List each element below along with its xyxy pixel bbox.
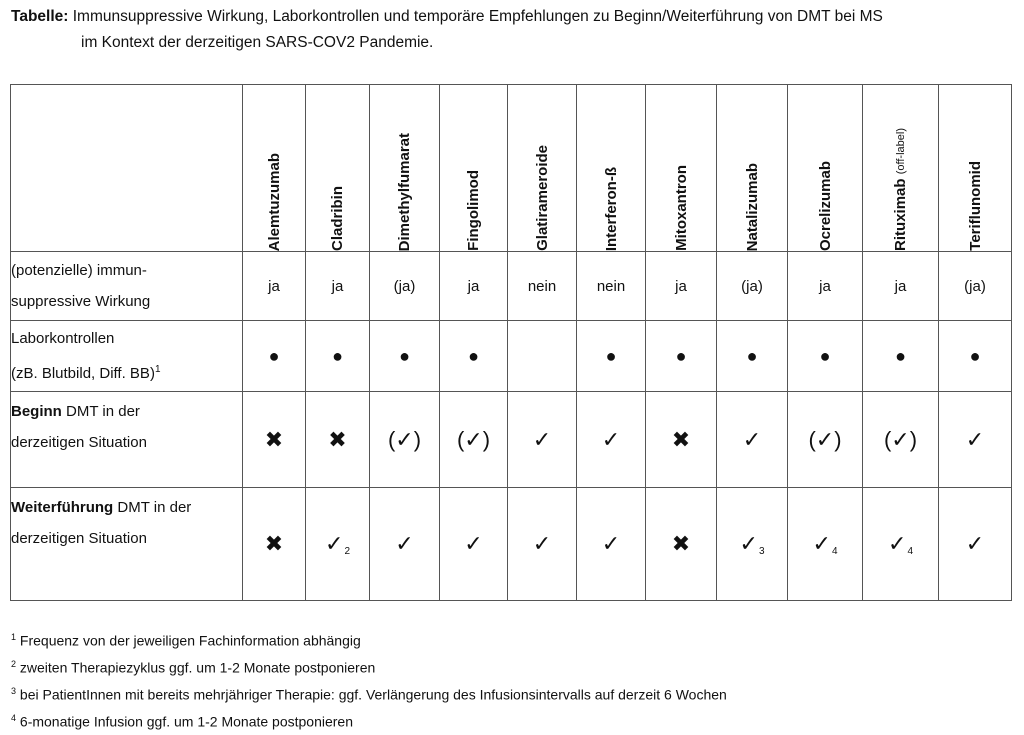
cell-value: ja (268, 277, 280, 295)
lab-check-dot: ● (895, 345, 906, 366)
footnote (11, 653, 1016, 680)
footnote (11, 626, 1016, 653)
drug-name: Rituximab (892, 174, 909, 251)
footnote-text: Frequenz von der jeweiligen Fachinformation abhängig (16, 632, 361, 649)
drug-name: Natalizumab (743, 162, 761, 251)
drug-name: Fingolimod (465, 170, 482, 251)
caption-label: Tabelle: (11, 8, 69, 25)
lab-check-dot: ● (819, 345, 831, 366)
row-label-text: Laborkontrollen (11, 330, 115, 347)
table-cell (370, 321, 440, 392)
caption-line-1 (11, 4, 1016, 30)
table-row (11, 392, 1012, 488)
drug-header (306, 85, 370, 252)
row-label-line-2 (11, 286, 242, 317)
recommendation-mark: (✓) (387, 426, 422, 452)
row-label-line-2 (11, 427, 242, 458)
cell-value: nein (596, 277, 626, 295)
table-cell (939, 321, 1012, 392)
row-label-line-2 (11, 523, 242, 554)
footnote (11, 680, 1016, 707)
table-cell (863, 252, 939, 321)
table-cell (440, 321, 508, 392)
drug-name-vertical (673, 163, 690, 251)
cell-value: ja (331, 277, 344, 295)
footnote-ref: 4 (907, 546, 913, 557)
row-label-text: (zB. Blutbild, Diff. BB) (11, 365, 155, 382)
table-row (11, 252, 1012, 321)
row-label (11, 252, 243, 321)
recommendation-mark: ✓ (532, 426, 552, 452)
drug-header (577, 85, 646, 252)
row-label (11, 321, 243, 392)
drug-name-vertical (603, 165, 620, 251)
table-cell (577, 252, 646, 321)
cell-value: (ja) (964, 277, 986, 295)
cell-value: ja (894, 277, 907, 295)
drug-header (717, 85, 788, 252)
table-cell (306, 321, 370, 392)
caption-line-2: im Kontext der derzeitigen SARS-COV2 Pandemie. (81, 34, 434, 51)
row-label-line-1 (11, 396, 242, 427)
table-cell (306, 488, 370, 601)
table-cell (863, 321, 939, 392)
recommendation-mark: ✓ (532, 531, 552, 556)
row-label-line-1 (11, 492, 242, 523)
row-label-text: (potenzielle) immun- (11, 262, 147, 279)
footnote-text: zweiten Therapiezyklus ggf. um 1-2 Monate postponieren (16, 659, 376, 676)
recommendation-mark: ✓ (812, 531, 831, 556)
table-row (11, 488, 1012, 601)
drug-header (863, 85, 939, 252)
drug-header (788, 85, 863, 252)
recommendation-mark: ✖ (328, 426, 347, 452)
footnote-ref: 1 (154, 364, 161, 375)
drug-name-vertical (892, 126, 909, 251)
footnote-number: 4 (11, 713, 17, 724)
header-row (11, 85, 1012, 252)
table-cell (863, 392, 939, 488)
table-cell (508, 321, 577, 392)
cell-value: ja (467, 277, 480, 295)
row-label-line-1 (11, 255, 242, 286)
footnote-text: bei PatientInnen mit bereits mehrjähriger Therapie: ggf. Verlängerung des Infusionsintervalls auf derzeit 6 Wochen (16, 686, 727, 703)
table-cell (243, 392, 306, 488)
table-cell (939, 392, 1012, 488)
footnote-number: 1 (11, 632, 17, 642)
table-cell (306, 252, 370, 321)
drug-name: Cladribin (329, 185, 346, 251)
table-cell (440, 392, 508, 488)
drug-name: Ocrelizumab (816, 160, 834, 251)
row-label-line-2 (11, 354, 242, 389)
recommendation-mark: ✓ (601, 531, 621, 556)
dmt-table (10, 84, 1012, 601)
recommendation-mark: ✓ (965, 426, 985, 452)
drug-note: (off-label) (895, 128, 907, 175)
drug-name-vertical (329, 184, 346, 251)
table-caption (11, 4, 1016, 56)
lab-check-dot: ● (605, 345, 617, 366)
row-label-text: derzeitigen Situation (11, 434, 147, 451)
drug-name-vertical (534, 143, 551, 251)
drug-name-vertical (396, 131, 413, 251)
drug-name-vertical (465, 168, 482, 251)
drug-header (508, 85, 577, 252)
table-cell (863, 488, 939, 601)
lab-check-dot: ● (268, 345, 280, 366)
row-label-bold: Beginn (11, 403, 62, 420)
drug-name: Alemtuzumab (265, 152, 283, 251)
drug-header (440, 85, 508, 252)
lab-check-dot: ● (399, 345, 410, 366)
table-cell (646, 392, 717, 488)
drug-name: Teriflunomid (966, 161, 984, 251)
row-label (11, 488, 243, 601)
lab-check-dot: ● (675, 345, 687, 366)
drug-name: Dimethylfumarat (396, 132, 413, 251)
table-cell (717, 392, 788, 488)
drug-header (243, 85, 306, 252)
drug-name: Interferon-ß (602, 166, 620, 251)
table-row (11, 321, 1012, 392)
table-cell (440, 252, 508, 321)
table-cell (788, 392, 863, 488)
recommendation-mark: ✖ (264, 426, 284, 452)
table-cell (646, 488, 717, 601)
recommendation-mark: ✓ (601, 426, 621, 452)
drug-name: Glatirameroide (533, 145, 551, 251)
table-cell (788, 488, 863, 601)
drug-name-vertical (744, 161, 761, 251)
recommendation-mark: ✖ (671, 531, 691, 556)
table-cell (508, 488, 577, 601)
recommendation-mark: ✓ (464, 531, 483, 556)
table-cell (440, 488, 508, 601)
recommendation-mark: ✖ (264, 531, 284, 556)
table-cell (717, 252, 788, 321)
footnote-text: 6-monatige Infusion ggf. um 1-2 Monate postponieren (16, 714, 353, 731)
table-cell (577, 488, 646, 601)
recommendation-mark: (✓) (808, 426, 842, 452)
table-cell (370, 488, 440, 601)
footnote-ref: 4 (831, 546, 838, 557)
recommendation-mark: ✓ (742, 426, 762, 452)
row-label-text: DMT in der (113, 499, 192, 516)
recommendation-mark: (✓) (456, 426, 491, 452)
row-label-line-1 (11, 323, 242, 354)
drug-name: Mitoxantron (672, 165, 690, 251)
table-cell (577, 392, 646, 488)
cell-value: ja (819, 277, 831, 295)
footnote-ref: 3 (758, 546, 765, 557)
header-corner (11, 85, 243, 252)
drug-name-vertical (817, 159, 834, 251)
recommendation-mark: ✓ (965, 531, 985, 556)
lab-check-dot: ● (969, 345, 981, 366)
table-cell (370, 392, 440, 488)
table-cell (717, 488, 788, 601)
recommendation-mark: ✓ (888, 531, 907, 556)
drug-name-vertical (967, 159, 984, 251)
drug-header (646, 85, 717, 252)
cell-value: (ja) (393, 277, 416, 295)
table-cell (788, 321, 863, 392)
recommendation-mark: ✓ (395, 531, 414, 556)
footnote-number: 2 (11, 659, 17, 670)
drug-name-vertical (266, 151, 283, 251)
table-cell (646, 321, 717, 392)
table-cell (939, 488, 1012, 601)
cell-value: (ja) (741, 277, 763, 295)
table-cell (577, 321, 646, 392)
caption-text: Immunsuppressive Wirkung, Laborkontrollen und temporäre Empfehlungen zu Beginn/Weiterführung von DMT bei MS (68, 8, 883, 25)
table-cell (939, 252, 1012, 321)
table-cell (370, 252, 440, 321)
row-label-text: DMT in der (61, 403, 140, 420)
footnote-number: 3 (11, 686, 17, 697)
footnote-ref: 2 (344, 546, 350, 557)
row-label-bold: Weiterführung (11, 499, 114, 516)
drug-header (939, 85, 1012, 252)
lab-check-dot: ● (746, 345, 758, 366)
cell-value: nein (527, 277, 557, 295)
table-cell (243, 321, 306, 392)
row-label-text: suppressive Wirkung (11, 293, 151, 310)
cell-value: ja (675, 277, 687, 295)
footnotes (11, 626, 1016, 735)
footnote (11, 707, 1016, 734)
table-cell (646, 252, 717, 321)
recommendation-mark: ✖ (671, 426, 691, 452)
table-cell (717, 321, 788, 392)
table-cell (306, 392, 370, 488)
table-cell (243, 488, 306, 601)
recommendation-mark: (✓) (883, 426, 918, 452)
table-cell (788, 252, 863, 321)
table-cell (508, 392, 577, 488)
recommendation-mark: ✓ (739, 531, 758, 556)
recommendation-mark: ✓ (325, 531, 344, 556)
row-label (11, 392, 243, 488)
lab-check-dot: ● (468, 345, 479, 366)
drug-header (370, 85, 440, 252)
lab-check-dot: ● (332, 345, 343, 366)
row-label-text: derzeitigen Situation (11, 530, 147, 547)
table-cell (508, 252, 577, 321)
table-cell (243, 252, 306, 321)
